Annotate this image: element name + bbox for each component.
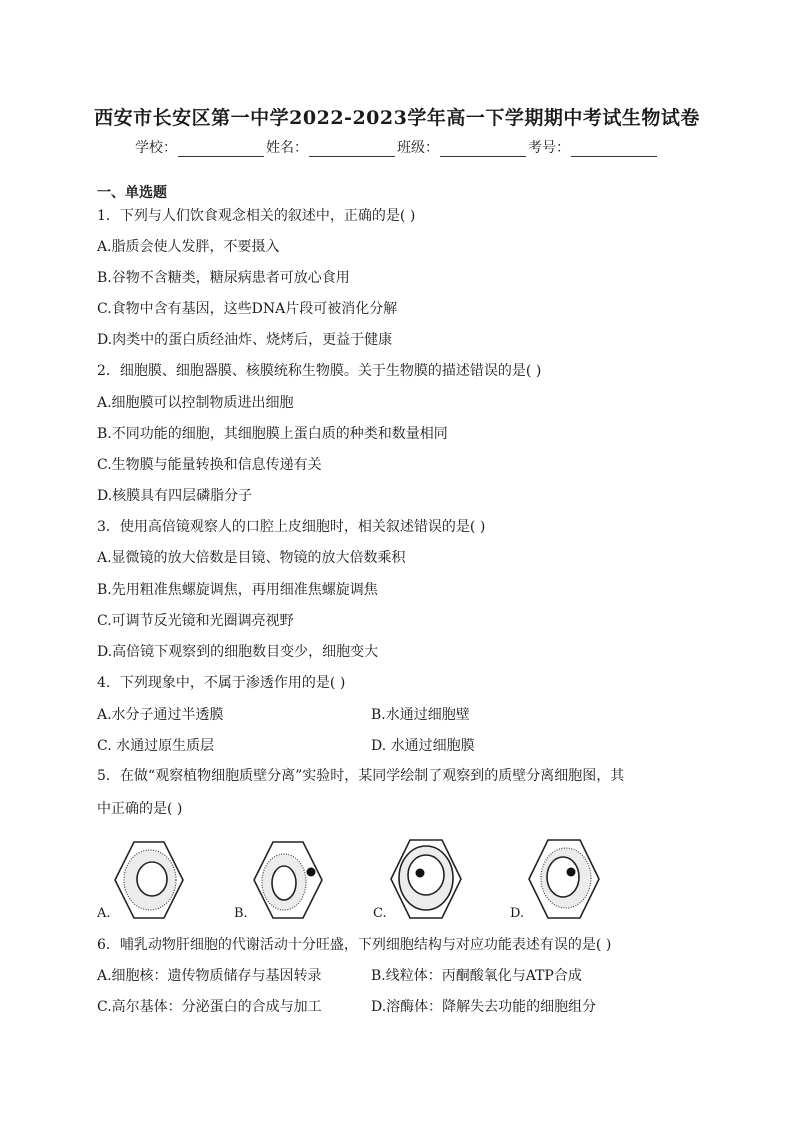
exam-number-blank[interactable] — [571, 142, 657, 157]
cell-diagram-b — [253, 840, 323, 920]
question-3-option-a: A.显微镜的放大倍数是目镜、物镜的放大倍数乘积 — [97, 550, 406, 566]
cell-diagram-d — [528, 838, 600, 920]
question-3-option-b: B.先用粗准焦螺旋调焦，再用细准焦螺旋调焦 — [97, 582, 378, 598]
question-4-option-d: D. 水通过细胞膜 — [371, 738, 475, 754]
student-info-row — [0, 137, 794, 157]
question-1-stem: 1．下列与人们饮食观念相关的叙述中，正确的是( ) — [97, 208, 416, 224]
question-6-stem: 6．哺乳动物肝细胞的代谢活动十分旺盛，下列细胞结构与对应功能表述有误的是( ) — [97, 937, 612, 953]
question-4-option-c: C. 水通过原生质层 — [97, 738, 215, 754]
question-2-option-b: B.不同功能的细胞，其细胞膜上蛋白质的种类和数量相同 — [97, 426, 448, 442]
question-1-option-d: D.肉类中的蛋白质经油炸、烧烤后，更益于健康 — [97, 332, 393, 348]
question-4-option-a: A.水分子通过半透膜 — [97, 707, 224, 723]
question-5-stem-line-1: 5．在做“观察植物细胞质壁分离”实验时，某同学绘制了观察到的质壁分离细胞图，其 — [97, 768, 625, 784]
exam-number-label: 考号： — [528, 140, 570, 156]
question-2-stem: 2．细胞膜、细胞器膜、核膜统称生物膜。关于生物膜的描述错误的是( ) — [97, 363, 542, 379]
question-6-option-a: A.细胞核：遗传物质储存与基因转录 — [97, 968, 322, 984]
figure-a-label: A. — [97, 906, 111, 921]
question-2-option-c: C.生物膜与能量转换和信息传递有关 — [97, 457, 322, 473]
question-5-stem-line-2: 中正确的是( ) — [97, 801, 183, 817]
question-1-option-a: A.脂质会使人发胖，不要摄入 — [97, 239, 280, 255]
question-3-option-c: C.可调节反光镜和光圈调亮视野 — [97, 613, 294, 629]
cell-diagram-a — [114, 840, 184, 920]
exam-title: 西安市长安区第一中学2022-2023学年高一下学期期中考试生物试卷 — [94, 107, 700, 129]
figure-b-label: B. — [234, 906, 248, 921]
name-blank[interactable] — [309, 142, 395, 157]
figure-c-label: C. — [373, 906, 387, 921]
question-3-option-d: D.高倍镜下观察到的细胞数目变少，细胞变大 — [97, 644, 379, 660]
question-2-option-a: A.细胞膜可以控制物质进出细胞 — [97, 395, 294, 411]
question-6-option-b: B.线粒体：丙酮酸氧化与ATP合成 — [371, 968, 582, 984]
school-label: 学校： — [135, 140, 177, 156]
section-heading: 一、单选题 — [97, 185, 167, 201]
class-label: 班级： — [397, 140, 439, 156]
question-6-option-c: C.高尔基体：分泌蛋白的合成与加工 — [97, 999, 322, 1015]
school-blank[interactable] — [178, 142, 264, 157]
question-1-option-c: C.食物中含有基因，这些DNA片段可被消化分解 — [97, 301, 398, 317]
question-2-option-d: D.核膜具有四层磷脂分子 — [97, 488, 253, 504]
name-label: 姓名： — [266, 140, 308, 156]
question-4-stem: 4．下列现象中，不属于渗透作用的是( ) — [97, 675, 346, 691]
question-6-option-d: D.溶酶体：降解失去功能的细胞组分 — [371, 999, 597, 1015]
figure-d-label: D. — [510, 906, 525, 921]
class-blank[interactable] — [440, 142, 526, 157]
cell-diagram-c — [390, 838, 462, 920]
question-4-option-b: B.水通过细胞壁 — [371, 707, 470, 723]
question-1-option-b: B.谷物不含糖类，糖尿病患者可放心食用 — [97, 270, 350, 286]
question-3-stem: 3．使用高倍镜观察人的口腔上皮细胞时，相关叙述错误的是( ) — [97, 519, 486, 535]
